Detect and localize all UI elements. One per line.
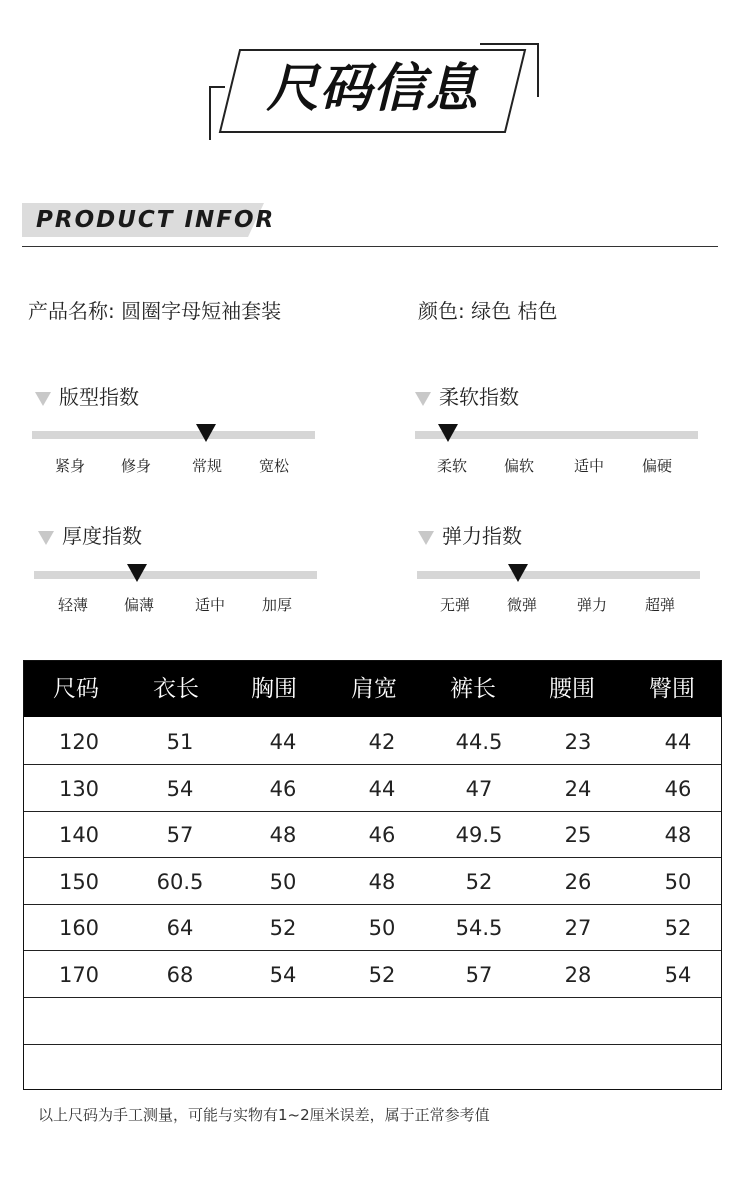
header-chest: 胸围 (251, 676, 297, 702)
table-cell: 44 (269, 730, 297, 754)
header-pants: 裤长 (450, 676, 496, 702)
index-thickness-tick: 适中 (194, 596, 225, 614)
table-cell: 54 (664, 963, 692, 987)
table-cell: 64 (166, 916, 194, 940)
table-row (24, 951, 721, 998)
table-cell: 50 (664, 870, 692, 894)
triangle-down-icon (415, 392, 431, 406)
table-cell: 150 (58, 870, 100, 894)
table-cell: 57 (465, 963, 493, 987)
table-cell: 52 (465, 870, 493, 894)
table-cell: 130 (58, 777, 100, 801)
table-cell: 52 (269, 916, 297, 940)
table-cell: 50 (269, 870, 297, 894)
header-size: 尺码 (53, 676, 99, 702)
index-softness-tick: 适中 (573, 457, 604, 475)
table-cell: 54 (269, 963, 297, 987)
table-cell: 48 (269, 823, 297, 847)
table-row (24, 765, 721, 812)
index-fit-tick: 修身 (120, 457, 151, 475)
index-fit-tick: 常规 (191, 457, 222, 475)
table-cell: 48 (368, 870, 396, 894)
table-cell: 51 (166, 730, 194, 754)
table-cell: 160 (58, 916, 100, 940)
table-cell: 27 (564, 916, 592, 940)
table-cell: 54.5 (455, 916, 503, 940)
table-cell: 46 (269, 777, 297, 801)
header-hip: 臀围 (649, 676, 695, 702)
index-fit-bar (32, 431, 315, 439)
table-row (24, 718, 721, 765)
triangle-down-icon (38, 531, 54, 545)
table-cell: 44 (368, 777, 396, 801)
index-elasticity-tick: 微弹 (506, 596, 537, 614)
index-thickness-bar (34, 571, 317, 579)
header-length: 衣长 (153, 676, 199, 702)
table-row-empty (24, 998, 721, 1045)
index-fit-tick: 宽松 (258, 457, 289, 475)
table-cell: 24 (564, 777, 592, 801)
table-cell: 46 (368, 823, 396, 847)
measurement-note: 以上尺码为手工测量，可能与实物有1~2厘米误差，属于正常参考值 (38, 1106, 490, 1124)
index-thickness-tick: 加厚 (261, 596, 292, 614)
index-thickness-tick: 轻薄 (57, 596, 88, 614)
table-row (24, 904, 721, 951)
triangle-down-icon (35, 392, 51, 406)
table-cell: 48 (664, 823, 692, 847)
product-name: 产品名称: 圆圈字母短袖套装 (28, 299, 282, 323)
table-cell: 42 (368, 730, 396, 754)
index-fit-marker (196, 424, 216, 442)
table-cell: 50 (368, 916, 396, 940)
index-elasticity-tick: 弹力 (576, 596, 607, 614)
table-cell: 46 (664, 777, 692, 801)
table-cell: 49.5 (455, 823, 503, 847)
index-elasticity-tick: 超弹 (644, 596, 675, 614)
index-thickness-tick: 偏薄 (123, 596, 154, 614)
table-cell: 44.5 (455, 730, 503, 754)
index-elasticity-tick: 无弹 (439, 596, 470, 614)
table-cell: 170 (58, 963, 100, 987)
page-title: 尺码信息 (266, 59, 479, 119)
size-table (23, 660, 722, 1090)
table-cell: 28 (564, 963, 592, 987)
table-cell: 60.5 (156, 870, 204, 894)
table-cell: 120 (58, 730, 100, 754)
index-elasticity-marker (508, 564, 528, 582)
index-softness-tick: 偏硬 (641, 457, 672, 475)
index-thickness-title: 厚度指数 (38, 522, 142, 550)
table-row (24, 811, 721, 858)
table-cell: 54 (166, 777, 194, 801)
header-shoulder: 肩宽 (351, 676, 397, 702)
table-cell: 68 (166, 963, 194, 987)
table-cell: 57 (166, 823, 194, 847)
section-title: PRODUCT INFOR (36, 207, 276, 233)
table-cell: 47 (465, 777, 493, 801)
product-colors: 颜色: 绿色 桔色 (418, 299, 558, 323)
index-softness-tick: 偏软 (503, 457, 534, 475)
table-header (24, 661, 721, 717)
table-cell: 52 (664, 916, 692, 940)
table-cell: 26 (564, 870, 592, 894)
index-fit-title: 版型指数 (35, 383, 139, 411)
index-softness-title: 柔软指数 (415, 383, 519, 411)
table-cell: 140 (58, 823, 100, 847)
table-cell: 52 (368, 963, 396, 987)
section-divider (22, 246, 718, 247)
index-elasticity-title: 弹力指数 (418, 522, 522, 550)
triangle-down-icon (418, 531, 434, 545)
index-elasticity-bar (417, 571, 700, 579)
index-fit-tick: 紧身 (54, 457, 85, 475)
index-softness-tick: 柔软 (436, 457, 467, 475)
header-waist: 腰围 (549, 676, 595, 702)
table-cell: 23 (564, 730, 592, 754)
table-row (24, 858, 721, 905)
table-cell: 25 (564, 823, 592, 847)
index-thickness-marker (127, 564, 147, 582)
index-softness-marker (438, 424, 458, 442)
table-cell: 44 (664, 730, 692, 754)
